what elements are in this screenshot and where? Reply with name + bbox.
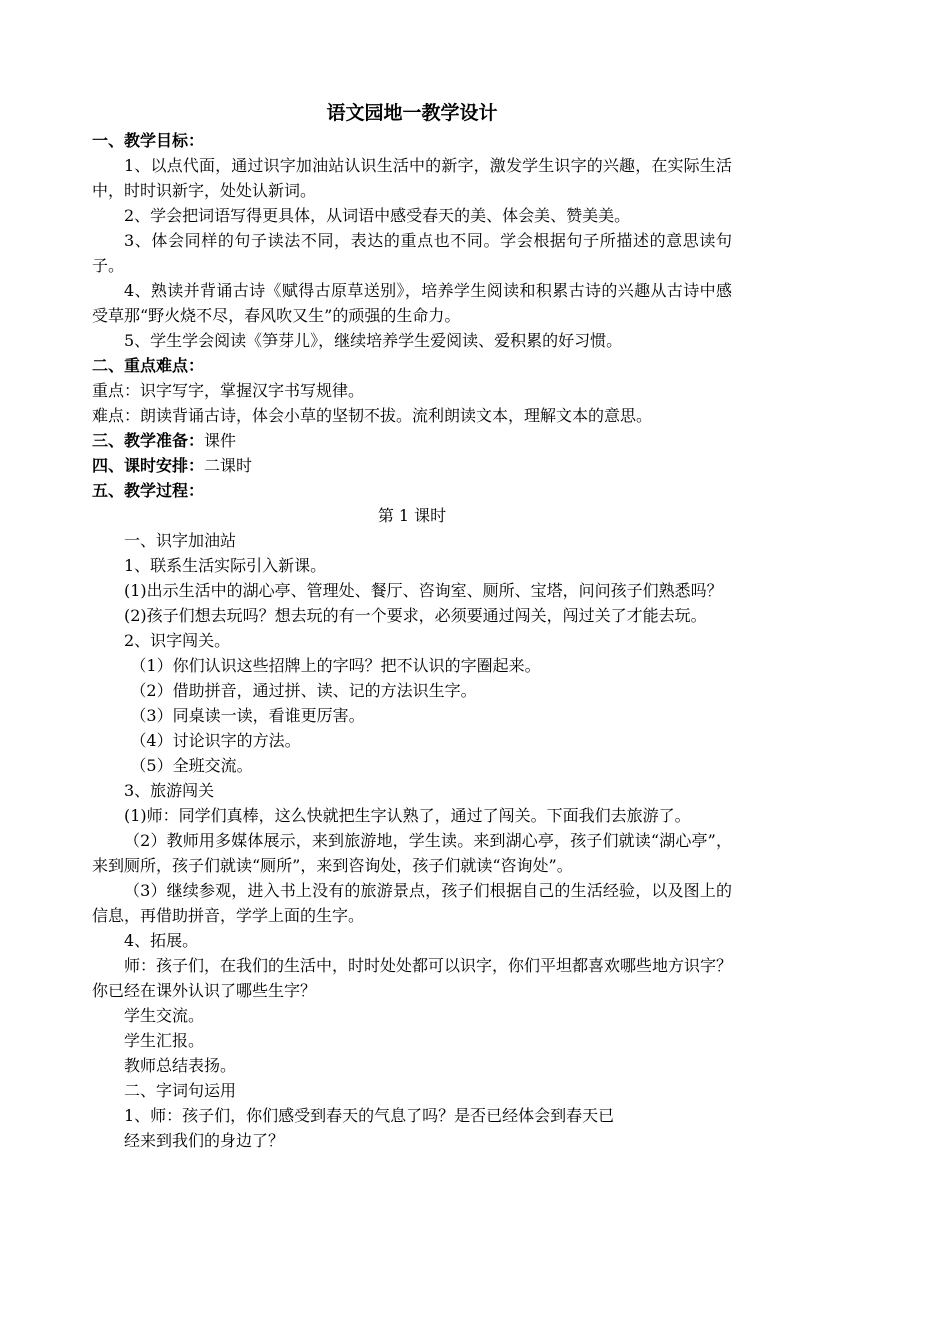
lesson-step-detail: (1)出示生活中的湖心亭、管理处、餐厅、咨询室、厕所、宝塔，问问孩子们熟悉吗？	[124, 581, 723, 600]
preparation-label: 三、教学准备：	[92, 431, 205, 450]
lesson-step-detail: （3）同桌读一读，看谁更厉害。	[130, 706, 365, 725]
lesson-step: 1、联系生活实际引入新课。	[124, 556, 327, 575]
section-heading-key-points: 二、重点难点：	[92, 356, 205, 375]
lesson-step-detail: （2）教师用多媒体展示，来到旅游地，学生读。来到湖心亭，孩子们就读“湖心亭”，来到厕所，孩子们就读“厕所”，来到咨询处，孩子们就读“咨询处”。	[92, 831, 732, 875]
lesson-part-heading: 二、字词句运用	[124, 1081, 237, 1100]
objective-item: 5、学生学会阅读《笋芽儿》，继续培养学生爱阅读、爱积累的好习惯。	[124, 331, 623, 350]
lesson-step-detail: (2)孩子们想去玩吗？想去玩的有一个要求，必须要通过闯关，闯过关了才能去玩。	[124, 606, 707, 625]
lesson-step-detail: 1、师：孩子们，你们感受到春天的气息了吗？是否已经体会到春天已	[124, 1106, 615, 1125]
preparation-value: 课件	[204, 431, 237, 450]
document-page	[92, 98, 732, 1153]
lesson-step-detail: （3）继续参观，进入书上没有的旅游景点，孩子们根据自己的生活经验，以及图上的信息，再借助拼音，学学上面的生字。	[92, 881, 732, 925]
lesson-step-detail: 经来到我们的身边了？	[124, 1131, 285, 1150]
section-heading-schedule	[92, 453, 732, 478]
lesson-step: 2、识字闯关。	[124, 631, 231, 650]
lesson-step-detail: 教师总结表扬。	[124, 1056, 237, 1075]
lesson-step-detail: （1）你们认识这些招牌上的字吗？把不认识的字圈起来。	[130, 656, 541, 675]
lesson-step-detail: 学生汇报。	[124, 1031, 205, 1050]
section-heading-process: 五、教学过程：	[92, 481, 205, 500]
schedule-value: 二课时	[204, 456, 253, 475]
lesson-step-detail: (1)师：同学们真棒，这么快就把生字认熟了，通过了闯关。下面我们去旅游了。	[124, 806, 691, 825]
difficult-point-text: 难点：朗读背诵古诗，体会小草的坚韧不拔。流利朗读文本，理解文本的意思。	[92, 406, 653, 425]
lesson-step-detail: 师：孩子们，在我们的生活中，时时处处都可以识字，你们平坦都喜欢哪些地方识字？你已经在课外认识了哪些生字？	[92, 956, 733, 1000]
key-point-text: 重点：识字写字，掌握汉字书写规律。	[92, 381, 365, 400]
lesson-step-detail: （2）借助拼音，通过拼、读、记的方法识生字。	[130, 681, 477, 700]
schedule-label: 四、课时安排：	[92, 456, 205, 475]
objective-item: 1、以点代面，通过识字加油站认识生活中的新字，激发学生识字的兴趣，在实际生活中，时时识新字，处处认新词。	[92, 156, 732, 200]
document-title: 语文园地一教学设计	[326, 102, 498, 124]
section-heading-preparation	[92, 428, 732, 453]
objective-item: 2、学会把词语写得更具体，从词语中感受春天的美、体会美、赞美美。	[124, 206, 631, 225]
objective-item: 3、体会同样的句子读法不同，表达的重点也不同。学会根据句子所描述的意思读句子。	[92, 231, 732, 275]
lesson-step: 4、拓展。	[124, 931, 199, 950]
lesson-step-detail: （4）讨论识字的方法。	[130, 731, 301, 750]
lesson-part-heading: 一、识字加油站	[124, 531, 237, 550]
objective-item: 4、熟读并背诵古诗《赋得古原草送别》，培养学生阅读和积累古诗的兴趣从古诗中感受草那“野火烧不尽，春风吹又生”的顽强的生命力。	[92, 281, 732, 325]
lesson-step-detail: 学生交流。	[124, 1006, 205, 1025]
lesson-step-detail: （5）全班交流。	[130, 756, 253, 775]
section-heading-objectives: 一、教学目标：	[92, 131, 205, 150]
lesson-step: 3、旅游闯关	[124, 781, 215, 800]
lesson-period-title: 第 1 课时	[377, 506, 447, 525]
